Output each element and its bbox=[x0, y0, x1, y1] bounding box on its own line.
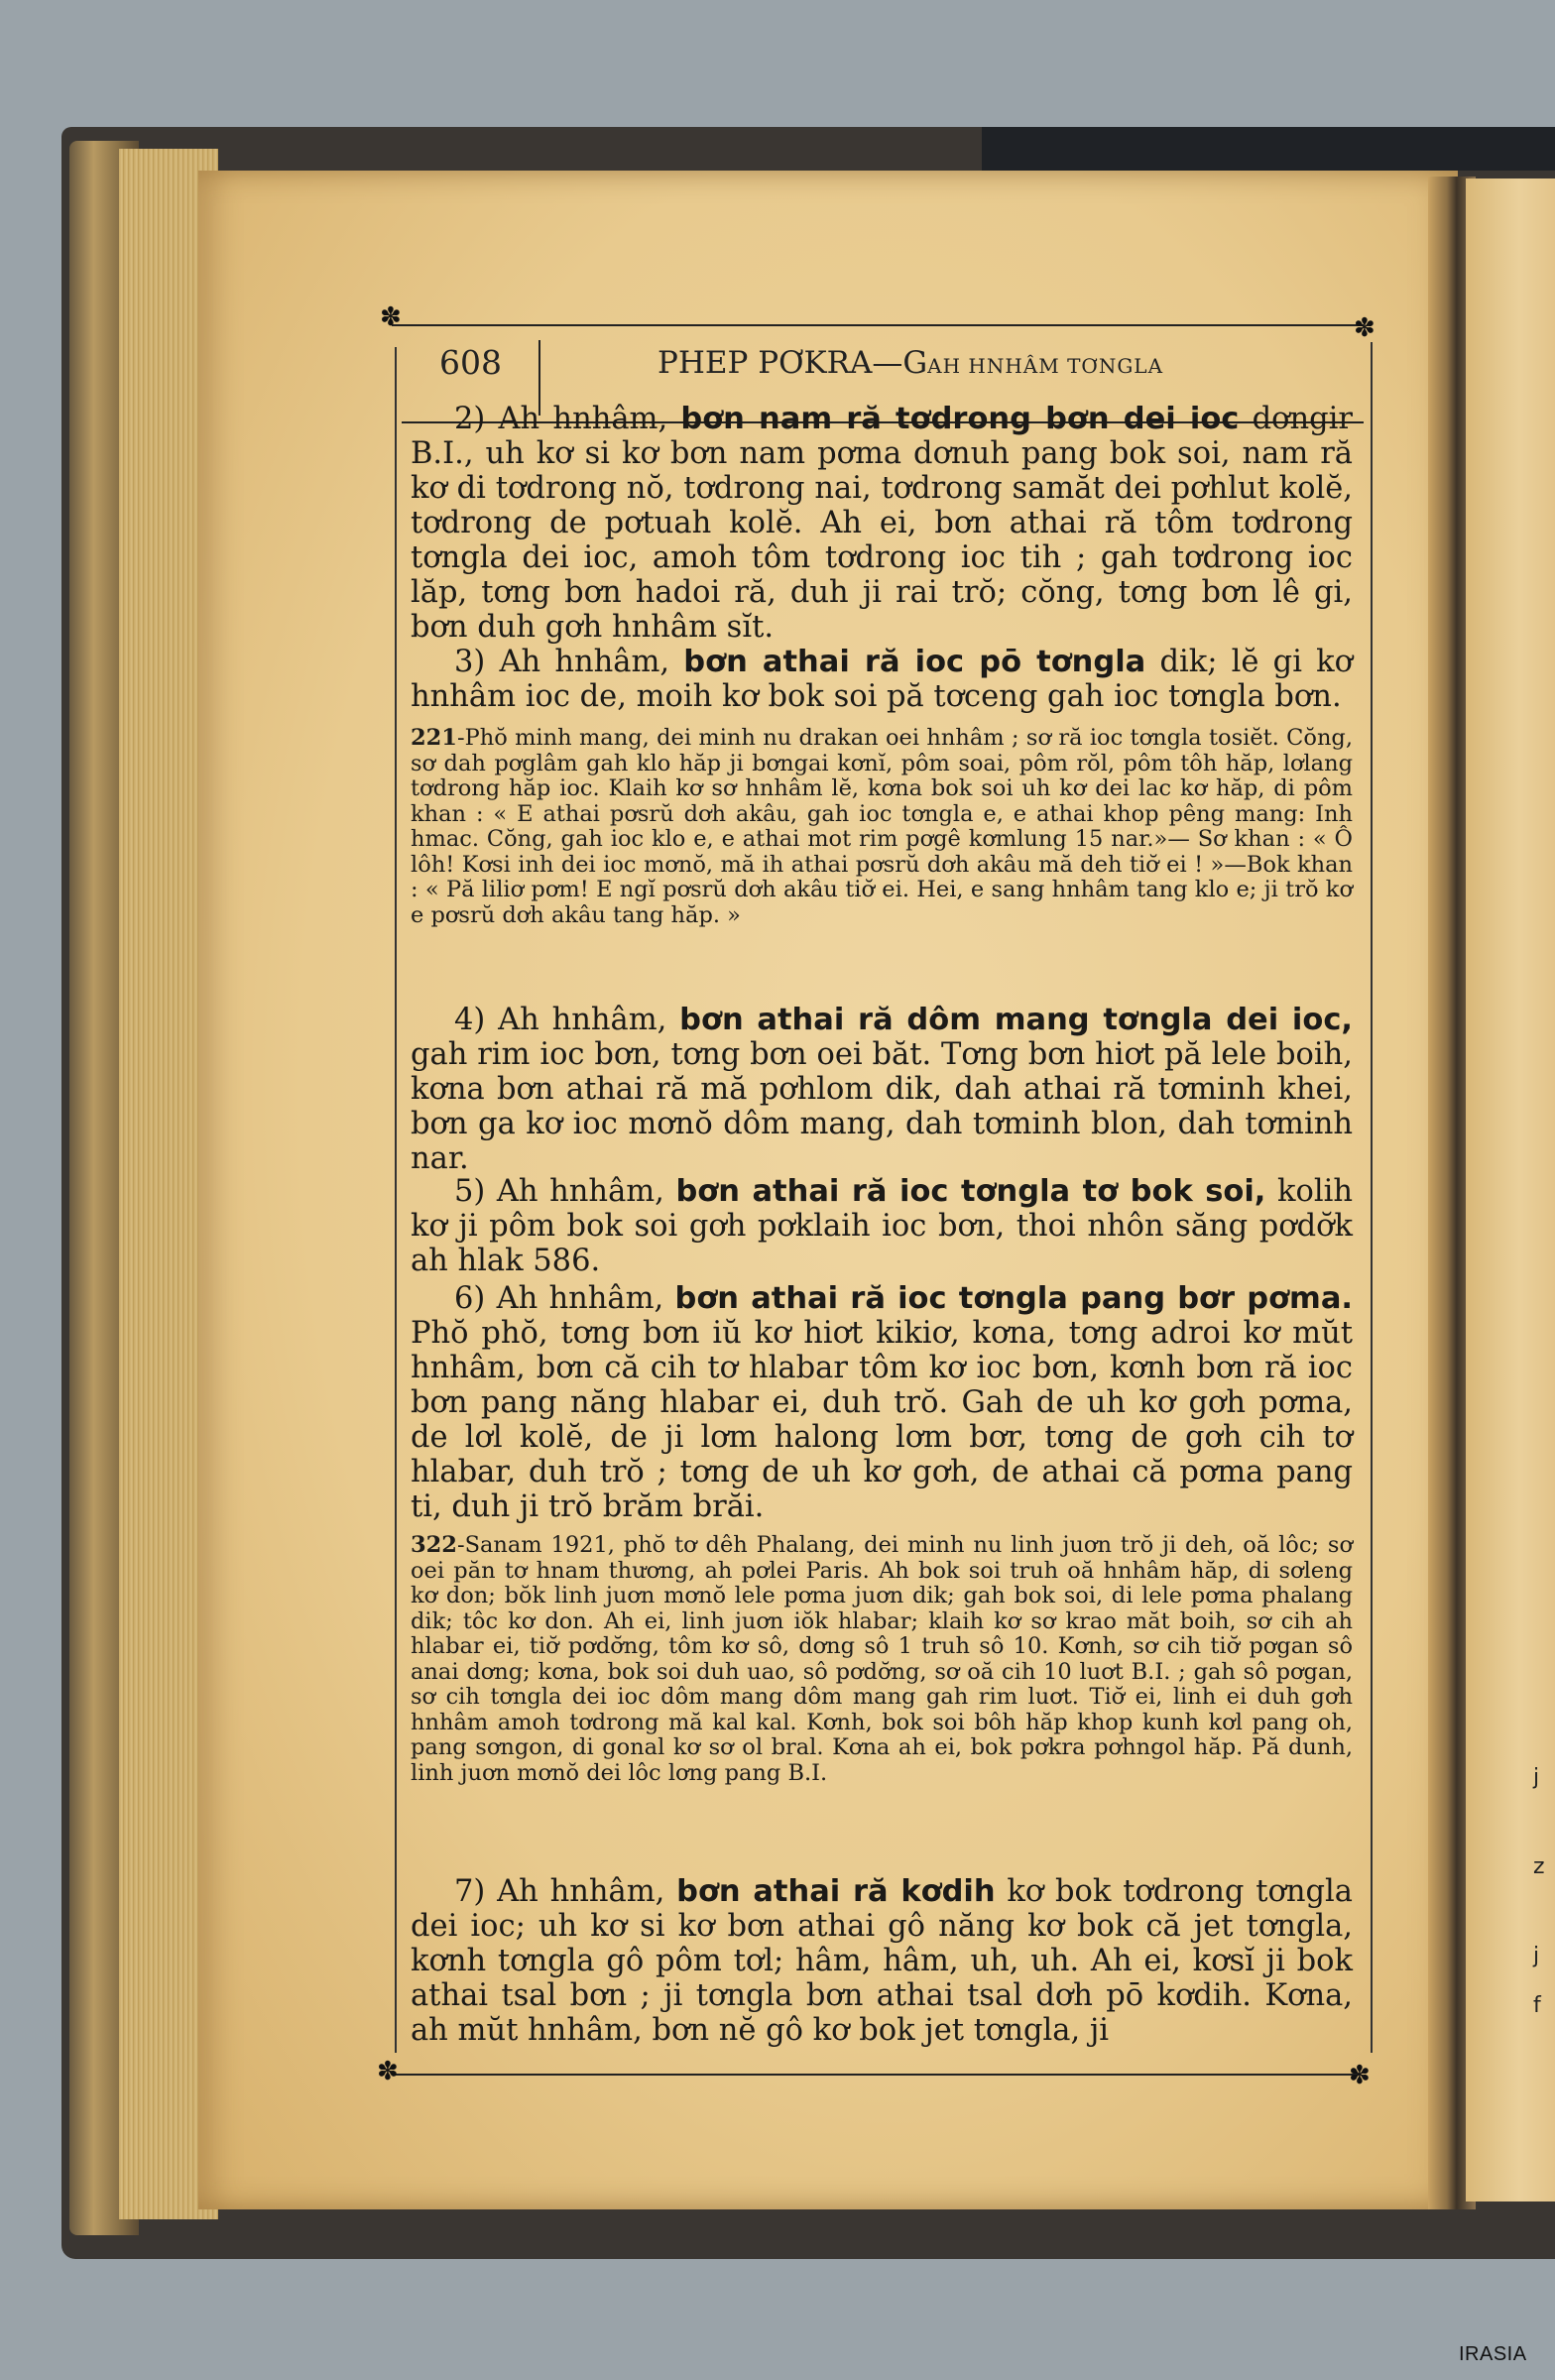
paragraph-heading: bơn athai ră kơdih bbox=[676, 1874, 996, 1909]
paragraph-heading: bơn athai ră ioc tơngla pang bơr pơma. bbox=[674, 1281, 1353, 1316]
paragraph-heading: bơn athai ră dôm mang tơngla dei ioc, bbox=[679, 1003, 1353, 1037]
top-rule bbox=[392, 324, 1364, 326]
paragraph-heading: bơn athai ră ioc pō tơngla bbox=[683, 645, 1146, 679]
paragraph-text: kolih kơ ji pôm bok soi gơh pơklaih ioc bơn, thoi nhôn săng pơdơ̆k ah hlak 586. bbox=[411, 1174, 1353, 1278]
paragraph-heading: bơn athai ră ioc tơngla tơ bok soi, bbox=[675, 1174, 1266, 1209]
paragraph-lead: 3) Ah hnhâm, bbox=[454, 645, 684, 679]
paragraph bbox=[411, 645, 1353, 714]
ornament-icon: ✽ bbox=[380, 302, 402, 332]
paragraph-text: gah rim ioc bơn, tơng bơn oei băt. Tơng bơn hiơt pă lele boih, kơna bơn athai ră mă pơhlom dik, dah athai ră tơminh khei, bơn ga kơ ioc mơnŏ dôm mang, dah tơminh blon, dah tơminh nar. bbox=[411, 1037, 1353, 1176]
cover-edge bbox=[982, 127, 1555, 171]
running-head-main: PHEP PƠKRA—G bbox=[658, 345, 928, 381]
page-number: 608 bbox=[439, 343, 502, 382]
running-head-small: AH HNHÂM TƠNGLA bbox=[927, 354, 1164, 378]
paragraph-lead: 4) Ah hnhâm, bbox=[454, 1003, 680, 1037]
facing-page bbox=[1466, 178, 1555, 2202]
example-paragraph bbox=[411, 726, 1353, 928]
left-rule bbox=[395, 347, 397, 2053]
paragraph-lead: 5) Ah hnhâm, bbox=[454, 1174, 676, 1209]
paragraph-text: Phŏ phŏ, tơng bơn iŭ kơ hiơt kikiơ, kơna, tơng adroi kơ mŭt hnhâm, bơn că cih tơ hlabar tôm kơ ioc bơn, kơnh bơn ră ioc bơn pang năng hlabar ei, duh trŏ. Gah de uh kơ gơh pơma, de lơl kolĕ, de ji lơm halong lơm bơr, tơng de gơh cih tơ hlabar, duh trŏ ; tơng de uh kơ gơh, de athai că pơma pang ti, duh ji trŏ brăm brăi. bbox=[411, 1316, 1353, 1524]
facing-page-mark: z bbox=[1533, 1854, 1545, 1879]
ornament-icon: ✽ bbox=[1349, 2061, 1371, 2090]
facing-page-mark: j bbox=[1533, 1944, 1540, 1968]
facing-page-mark: f bbox=[1533, 1993, 1541, 2018]
paragraph-heading: bơn nam ră tơdrong bơn dei ioc bbox=[680, 402, 1240, 436]
example-number: 322 bbox=[411, 1532, 457, 1558]
paragraph bbox=[411, 1003, 1353, 1176]
paragraph-text: dik; lĕ gi kơ hnhâm ioc de, moih kơ bok soi pă tơceng gah ioc tơngla bơn. bbox=[411, 645, 1353, 714]
paragraph-lead: 6) Ah hnhâm, bbox=[454, 1281, 675, 1316]
paragraph-lead: 7) Ah hnhâm, bbox=[454, 1874, 677, 1909]
example-number: 221 bbox=[411, 725, 457, 751]
paragraph bbox=[411, 402, 1353, 645]
paragraph bbox=[411, 1174, 1353, 1278]
paragraph bbox=[411, 1874, 1353, 2048]
watermark: IRASIA bbox=[1459, 2343, 1527, 2365]
facing-page-mark: j bbox=[1533, 1765, 1540, 1790]
ornament-icon: ✽ bbox=[377, 2057, 399, 2086]
bottom-rule bbox=[392, 2074, 1359, 2076]
ornament-icon: ✽ bbox=[1354, 313, 1376, 343]
running-head bbox=[658, 345, 1163, 381]
paragraph bbox=[411, 1281, 1353, 1524]
example-paragraph bbox=[411, 1533, 1353, 1786]
paragraph-lead: 2) Ah hnhâm, bbox=[454, 402, 681, 436]
paragraph-text: kơ bok tơdrong tơngla dei ioc; uh kơ si kơ bơn athai gô năng kơ bok că jet tơngla, kơnh tơngla gô pôm tơl; hâm, hâm, uh, uh. Ah ei, kơsĭ ji bok athai tsal bơn ; ji tơngla bơn athai tsal dơh pō kơdih. Kơna, ah mŭt hnhâm, bơn nĕ gô kơ bok jet tơngla, ji bbox=[411, 1874, 1353, 2048]
paragraph-text: dơngir B.I., uh kơ si kơ bơn nam pơma dơnuh pang bok soi, nam ră kơ di tơdrong nŏ, tơdrong nai, tơdrong samăt dei pơhlut kolĕ, tơdrong de pơtuah kolĕ. Ah ei, bơn athai ră tôm tơdrong tơngla dei ioc, amoh tôm tơdrong ioc tih ; gah tơdrong ioc lăp, tơng bơn hadoi ră, duh ji rai trŏ; cŏng, tơng bơn lê gi, bơn duh gơh hnhâm sĭt. bbox=[411, 402, 1353, 645]
example-text: -Sanam 1921, phŏ tơ dêh Phalang, dei minh nu linh juơn trŏ ji deh, oă lôc; sơ oei păn tơ hnam thương, ah pơlei Paris. Ah bok soi truh oă hnhâm hăp, di sơleng kơ don; bŏk linh juơn mơnŏ lele pơma juơn dik; gah bok soi, di lele pơma phalang dik; tôc kơ don. Ah ei, linh juơn iŏk hlabar; klaih kơ sơ krao măt boih, sơ cih ah hlabar ei, tiơ̆ pơdơ̆ng, tôm kơ sô, dơng sô 1 truh sô 10. Kơnh, sơ cih tiơ̆ pơgan sô anai dơng; kơna, bok soi duh uao, sô pơdơ̆ng, sơ oă cih 10 luơt B.I. ; gah sô pơgan, sơ cih tơngla dei ioc dôm mang dôm mang gah rim luơt. Tiơ̆ ei, linh ei duh gơh hnhâm amoh tơdrong mă kal kal. Kơnh, bok soi bôh hăp khop kunh kơl pang oh, pang sơngon, di gonal kơ sơ ol bral. Kơna ah ei, bok pơkra pơhngol hăp. Pă dunh, linh juơn mơnŏ dei lôc lơng pang B.I. bbox=[411, 1532, 1353, 1786]
right-rule bbox=[1371, 342, 1373, 2053]
example-text: -Phŏ minh mang, dei minh nu drakan oei hnhâm ; sơ ră ioc tơngla tosiĕt. Cŏng, sơ dah pơglâm gah klo hăp ji bơngai kơnĭ, pôm soai, pôm rŏl, pôm tôh hăp, lơlang tơdrong hăp ioc. Klaih kơ sơ hnhâm lĕ, kơna bok soi uh kơ dei lac kơ hăp, di pôm khan : « E athai pơsrŭ dơh akâu, gah ioc tơngla e, e athai khop pêng mang: Inh hmac. Cŏng, gah ioc klo e, e athai mot rim pơgê kơmlung 15 nar.»— Sơ khan : « Ô lôh! Kơsi inh dei ioc mơnŏ, mă ih athai pơsrŭ dơh akâu mă deh tiơ̆ ei ! »—Bok khan : « Pă liliơ pơm! E ngĭ pơsrŭ dơh akâu tiơ̆ ei. Hei, e sang hnhâm tang klo e; ji trŏ kơ e pơsrŭ dơh akâu tang hăp. » bbox=[411, 725, 1353, 928]
